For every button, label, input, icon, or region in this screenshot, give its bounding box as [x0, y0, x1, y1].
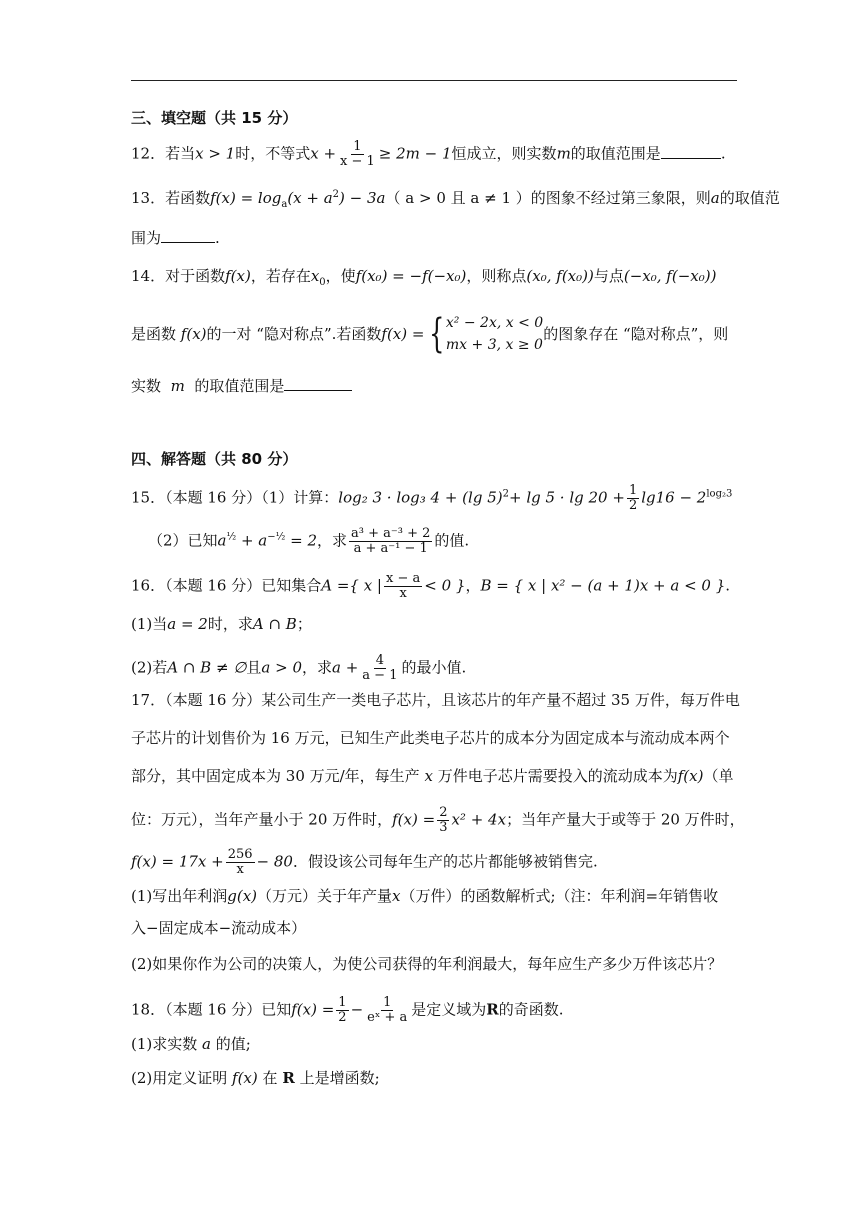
piecewise-cases: x² − 2x, x < 0 mx + 3, x ≥ 0 — [445, 315, 544, 353]
question-17-part1: (1)写出年利润g(x)（万元）关于年产量x（万件）的函数解析式;（注：年利润=年销售收 — [131, 887, 719, 905]
fraction: $\frac{1}{2}$ — [628, 483, 638, 513]
question-17-part2: (2)如果你作为公司的决策人，为使公司获得的年利润最大，每年应生产多少万件该芯片？ — [131, 955, 723, 973]
brace: { — [429, 311, 445, 357]
question-17-line3: 部分，其中固定成本为 30 万元/年，每生产 x 万件电子芯片需要投入的流动成本为f(x)（单 — [131, 767, 734, 785]
question-13-cont: 围为 . — [131, 229, 220, 247]
question-16: 16．（本题 16 分）已知集合A ={ x | $\frac{x - a}{x}$ < 0 }，B = { x | x² − (a + 1)x + a < 0 }. — [131, 571, 731, 601]
question-17-part1-cont: 入−固定成本−流动成本） — [131, 919, 307, 937]
fraction: $\frac{256}{x}$ — [227, 847, 253, 877]
question-14: 14．对于函数f(x)，若存在$x_0$，使f(x₀) = −f(−x₀)，则称点(x₀, f(x₀))与点(−x₀, f(−x₀)) — [131, 267, 717, 288]
question-16-part2: (2)若A ∩ B ≠ ∅且a > 0，求a + $\frac{4}{a - 1}$ 的最小值. — [131, 653, 467, 683]
section-title-solutions: 四、解答题（共 80 分） — [131, 450, 298, 468]
question-18-part2: (2)用定义证明 f(x) 在 R 上是增函数; — [131, 1069, 380, 1087]
header-rule — [131, 80, 737, 81]
question-13: 13．若函数$f(x) = \log_a(x + a^2) - 3a$（ a > 0 且 a ≠ 1 ）的图象不经过第三象限，则a的取值范 — [131, 189, 780, 210]
fraction: $\frac{1}{\text{eˣ + a}}$ — [367, 995, 408, 1025]
fraction: $\frac{1}{x - 1}$ — [340, 139, 375, 169]
question-17: 17．（本题 16 分）某公司生产一类电子芯片，且该芯片的年产量不超过 35 万件，每万件电 — [131, 691, 740, 709]
question-12: 12．若当x > 1时，不等式x + $\frac{1}{x - 1}$ ≥ 2m − 1恒成立，则实数m的取值范围是 . — [131, 139, 726, 169]
answer-blank[interactable] — [284, 376, 352, 391]
fraction: $\frac{x - a}{x}$ — [385, 571, 421, 601]
question-15: 15．（本题 16 分）（1）计算：log₂ 3 · log₃ 4 + (lg 5)$^2$+ lg 5 · lg 20 + $\frac{1}{2}$ $\lg 16 - 2^{log_23}$ — [131, 483, 733, 513]
question-17-line2: 子芯片的计划售价为 16 万元，已知生产此类电子芯片的成本分为固定成本与流动成本两个 — [131, 729, 730, 747]
question-14-cont: 是函数 f(x) 的一对 “隐对称点”.若函数 f(x) = { x² − 2x, x < 0 mx + 3, x ≥ 0 的图象存在 “隐对称点”，则 — [131, 311, 729, 357]
answer-blank[interactable] — [661, 144, 721, 159]
fraction: $\frac{\text{a³ + a⁻³ + 2}}{\text{a + a⁻¹ − 1}}$ — [351, 526, 431, 556]
fraction: $\frac{2}{3}$ — [439, 805, 448, 835]
question-15-part2: （2）已知$a^{\frac{1}{2}} + a^{-\frac{1}{2}} = 2$，求 $\frac{\text{a³ + a⁻³ + 2}}{\text{a + a⁻¹ − 1}}$ 的值. — [148, 526, 470, 556]
question-18-part1: (1)求实数 a 的值; — [131, 1035, 251, 1053]
fraction: $\frac{4}{a - 1}$ — [362, 653, 398, 683]
question-16-part1: (1)当a = 2时，求A ∩ B； — [131, 615, 312, 633]
question-14-cont2: 实数 m 的取值范围是 — [131, 376, 352, 396]
answer-blank[interactable] — [161, 228, 215, 243]
question-17-line5: f(x) = 17x + $\frac{256}{x}$ − 80．假设该公司每年生产的芯片都能够被销售完. — [131, 847, 598, 877]
question-17-line4: 位：万元），当年产量小于 20 万件时，f(x) = $\frac{2}{3}$ x² + 4x；当年产量大于或等于 20 万件时， — [131, 805, 745, 835]
section-title-fill-in: 三、填空题（共 15 分） — [131, 109, 298, 127]
fraction: $\frac{1}{2}$ — [338, 995, 347, 1025]
question-18: 18．（本题 16 分）已知f(x) = $\frac{1}{2}$ − $\frac{1}{\text{eˣ + a}}$ 是定义域为R的奇函数. — [131, 995, 564, 1025]
